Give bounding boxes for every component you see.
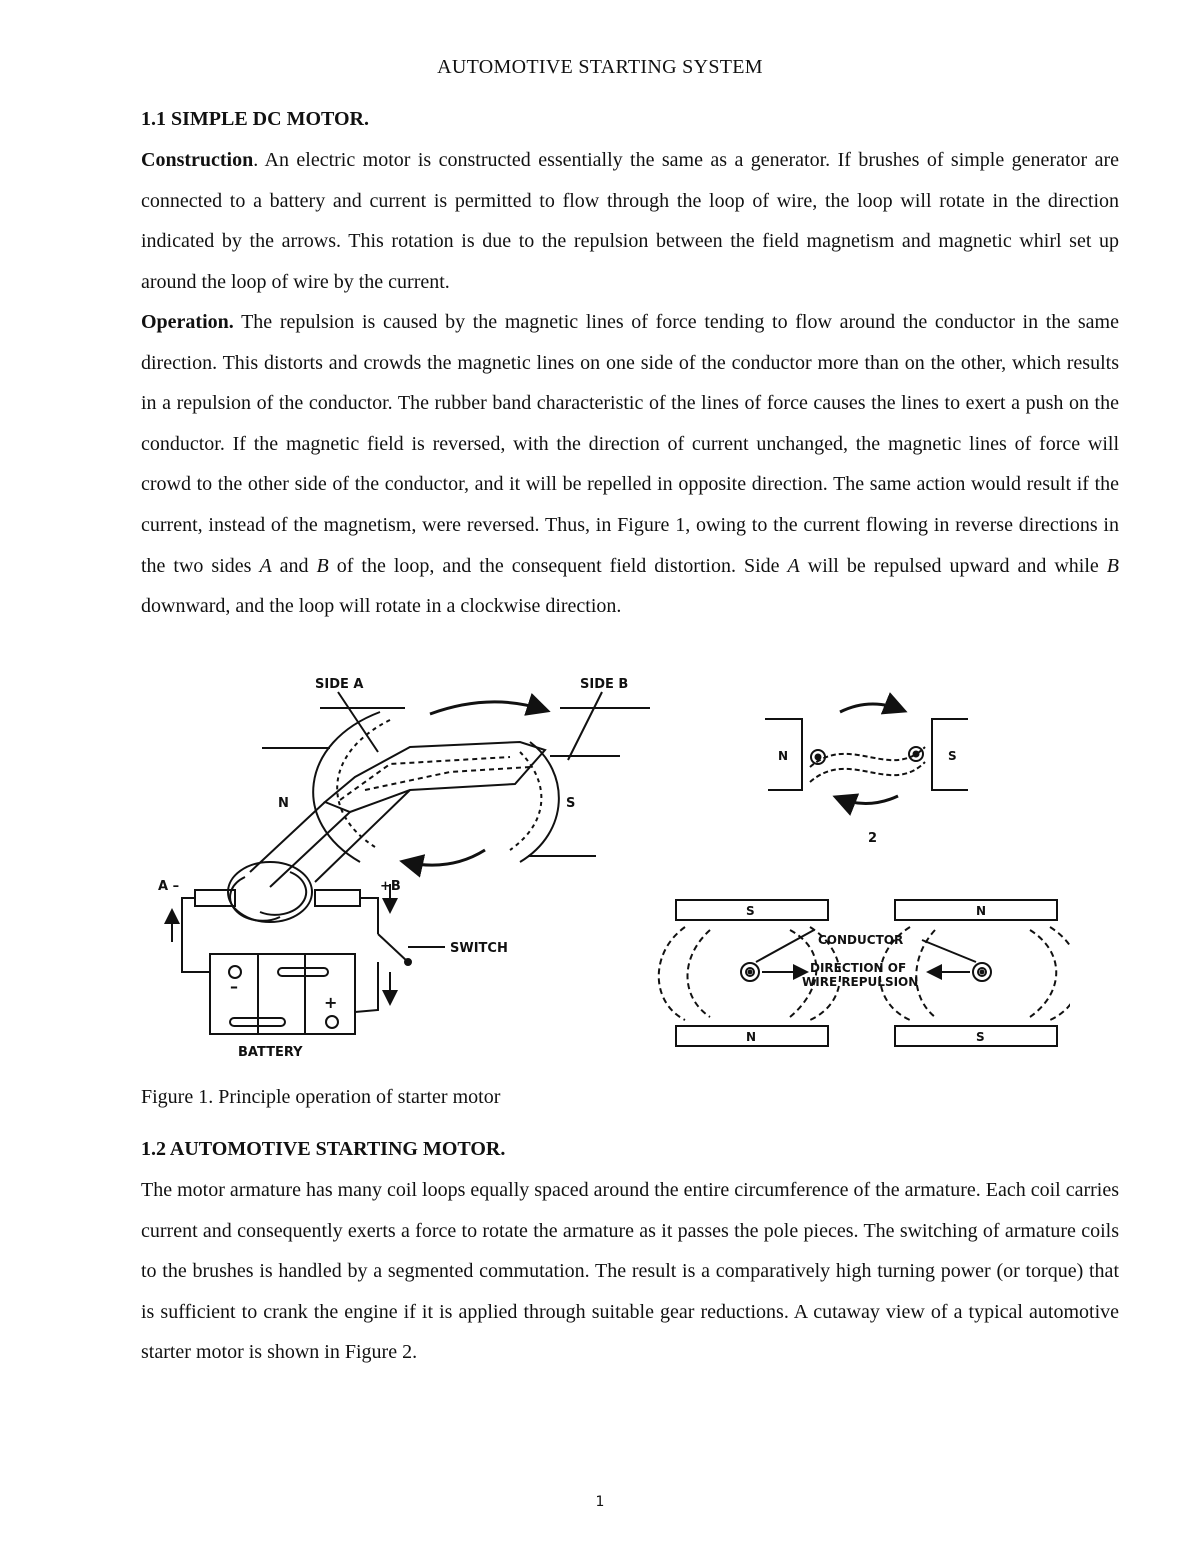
section-1-heading: 1.1 SIMPLE DC MOTOR. (141, 108, 369, 130)
document-title: AUTOMOTIVE STARTING SYSTEM (437, 56, 763, 78)
battery-label: BATTERY (238, 1045, 303, 1060)
page-number: 1 (595, 1494, 605, 1510)
brush-a-label: A – (158, 879, 180, 894)
side-b-ref: B (1106, 554, 1119, 577)
switch-label: SWITCH (450, 941, 508, 956)
loop-between-poles-drawing (765, 704, 968, 804)
dc-motor-figure (150, 672, 1070, 1068)
conductor-label: CONDUCTOR (818, 933, 904, 947)
direction-of-label: DIRECTION OF (810, 961, 907, 975)
operation-text: downward, and the loop will rotate in a clockwise direction. (141, 595, 622, 618)
operation-text: of the loop, and the consequent field distortion. Side (328, 554, 788, 577)
operation-paragraph (141, 302, 1119, 627)
operation-label: Operation. (141, 311, 234, 333)
battery-plus-label: + (324, 993, 338, 1012)
side-a-label: SIDE A (315, 677, 364, 692)
battery-minus-label: – (230, 977, 238, 996)
side-a-ref: A (259, 554, 272, 577)
bottom-left-pole-label: N (746, 1030, 757, 1044)
construction-label: Construction (141, 149, 254, 171)
top-left-pole-label: S (746, 904, 755, 918)
operation-text: and (271, 554, 317, 577)
figure-caption: Figure 1. Principle operation of starter motor (141, 1086, 501, 1108)
side-b-label: SIDE B (580, 677, 629, 692)
section-2-heading: 1.2 AUTOMOTIVE STARTING MOTOR. (141, 1138, 506, 1160)
wire-repulsion-label: WIRE REPULSION (802, 975, 919, 989)
bottom-right-pole-label: S (976, 1030, 985, 1044)
top-right-pole-label: N (976, 904, 987, 918)
north-label: N (278, 796, 289, 811)
fig2-south-label: S (948, 749, 957, 763)
fig2-number-label: 2 (868, 831, 878, 846)
fig2-north-label: N (778, 749, 789, 763)
side-b-ref: B (316, 554, 329, 577)
side-a-ref: A (787, 554, 800, 577)
motor-assembly-drawing (172, 692, 650, 1034)
starting-motor-paragraph: The motor armature has many coil loops equally spaced around the entire circumference of the armature. Each coil carries current and consequently exerts a force to rotate the armature as it passes the pole pieces. The switching of armature coils to the brushes is handled by a segmented commutation. The result is a comparatively high turning power (or torque) that is sufficient to crank the engine if it is applied through suitable gear reductions. A cutaway view of a typical automotive starter motor is shown in Figure 2. (141, 1179, 1119, 1364)
operation-text: The repulsion is caused by the magnetic lines of force tending to flow around the conductor in the same direction. This distorts and crowds the magnetic lines on one side of the conductor more than on the other, which results in a repulsion of the conductor. The rubber band characteristic of the lines of force causes the lines to exert a push on the conductor. If the magnetic field is reversed, with the direction of current unchanged, the magnetic lines of force will crowd to the other side of the conductor, and it will be repelled in opposite direction. The same action would result if the current, instead of the magnetism, were reversed. Thus, in Figure 1, owing to the current flowing in reverse directions in the two sides (141, 311, 1119, 577)
brush-b-label: +B (380, 879, 401, 894)
construction-paragraph (141, 140, 1119, 302)
south-label: S (566, 796, 576, 811)
construction-text: . An electric motor is constructed essentially the same as a generator. If brushes of simple generator are connected to a battery and current is permitted to flow through the loop of wire, the loop will rotate in the direction indicated by the arrows. This rotation is due to the repulsion between the field magnetism and magnetic whirl set up around the loop of wire by the current. (141, 149, 1119, 293)
operation-text: will be repulsed upward and while (799, 554, 1107, 577)
